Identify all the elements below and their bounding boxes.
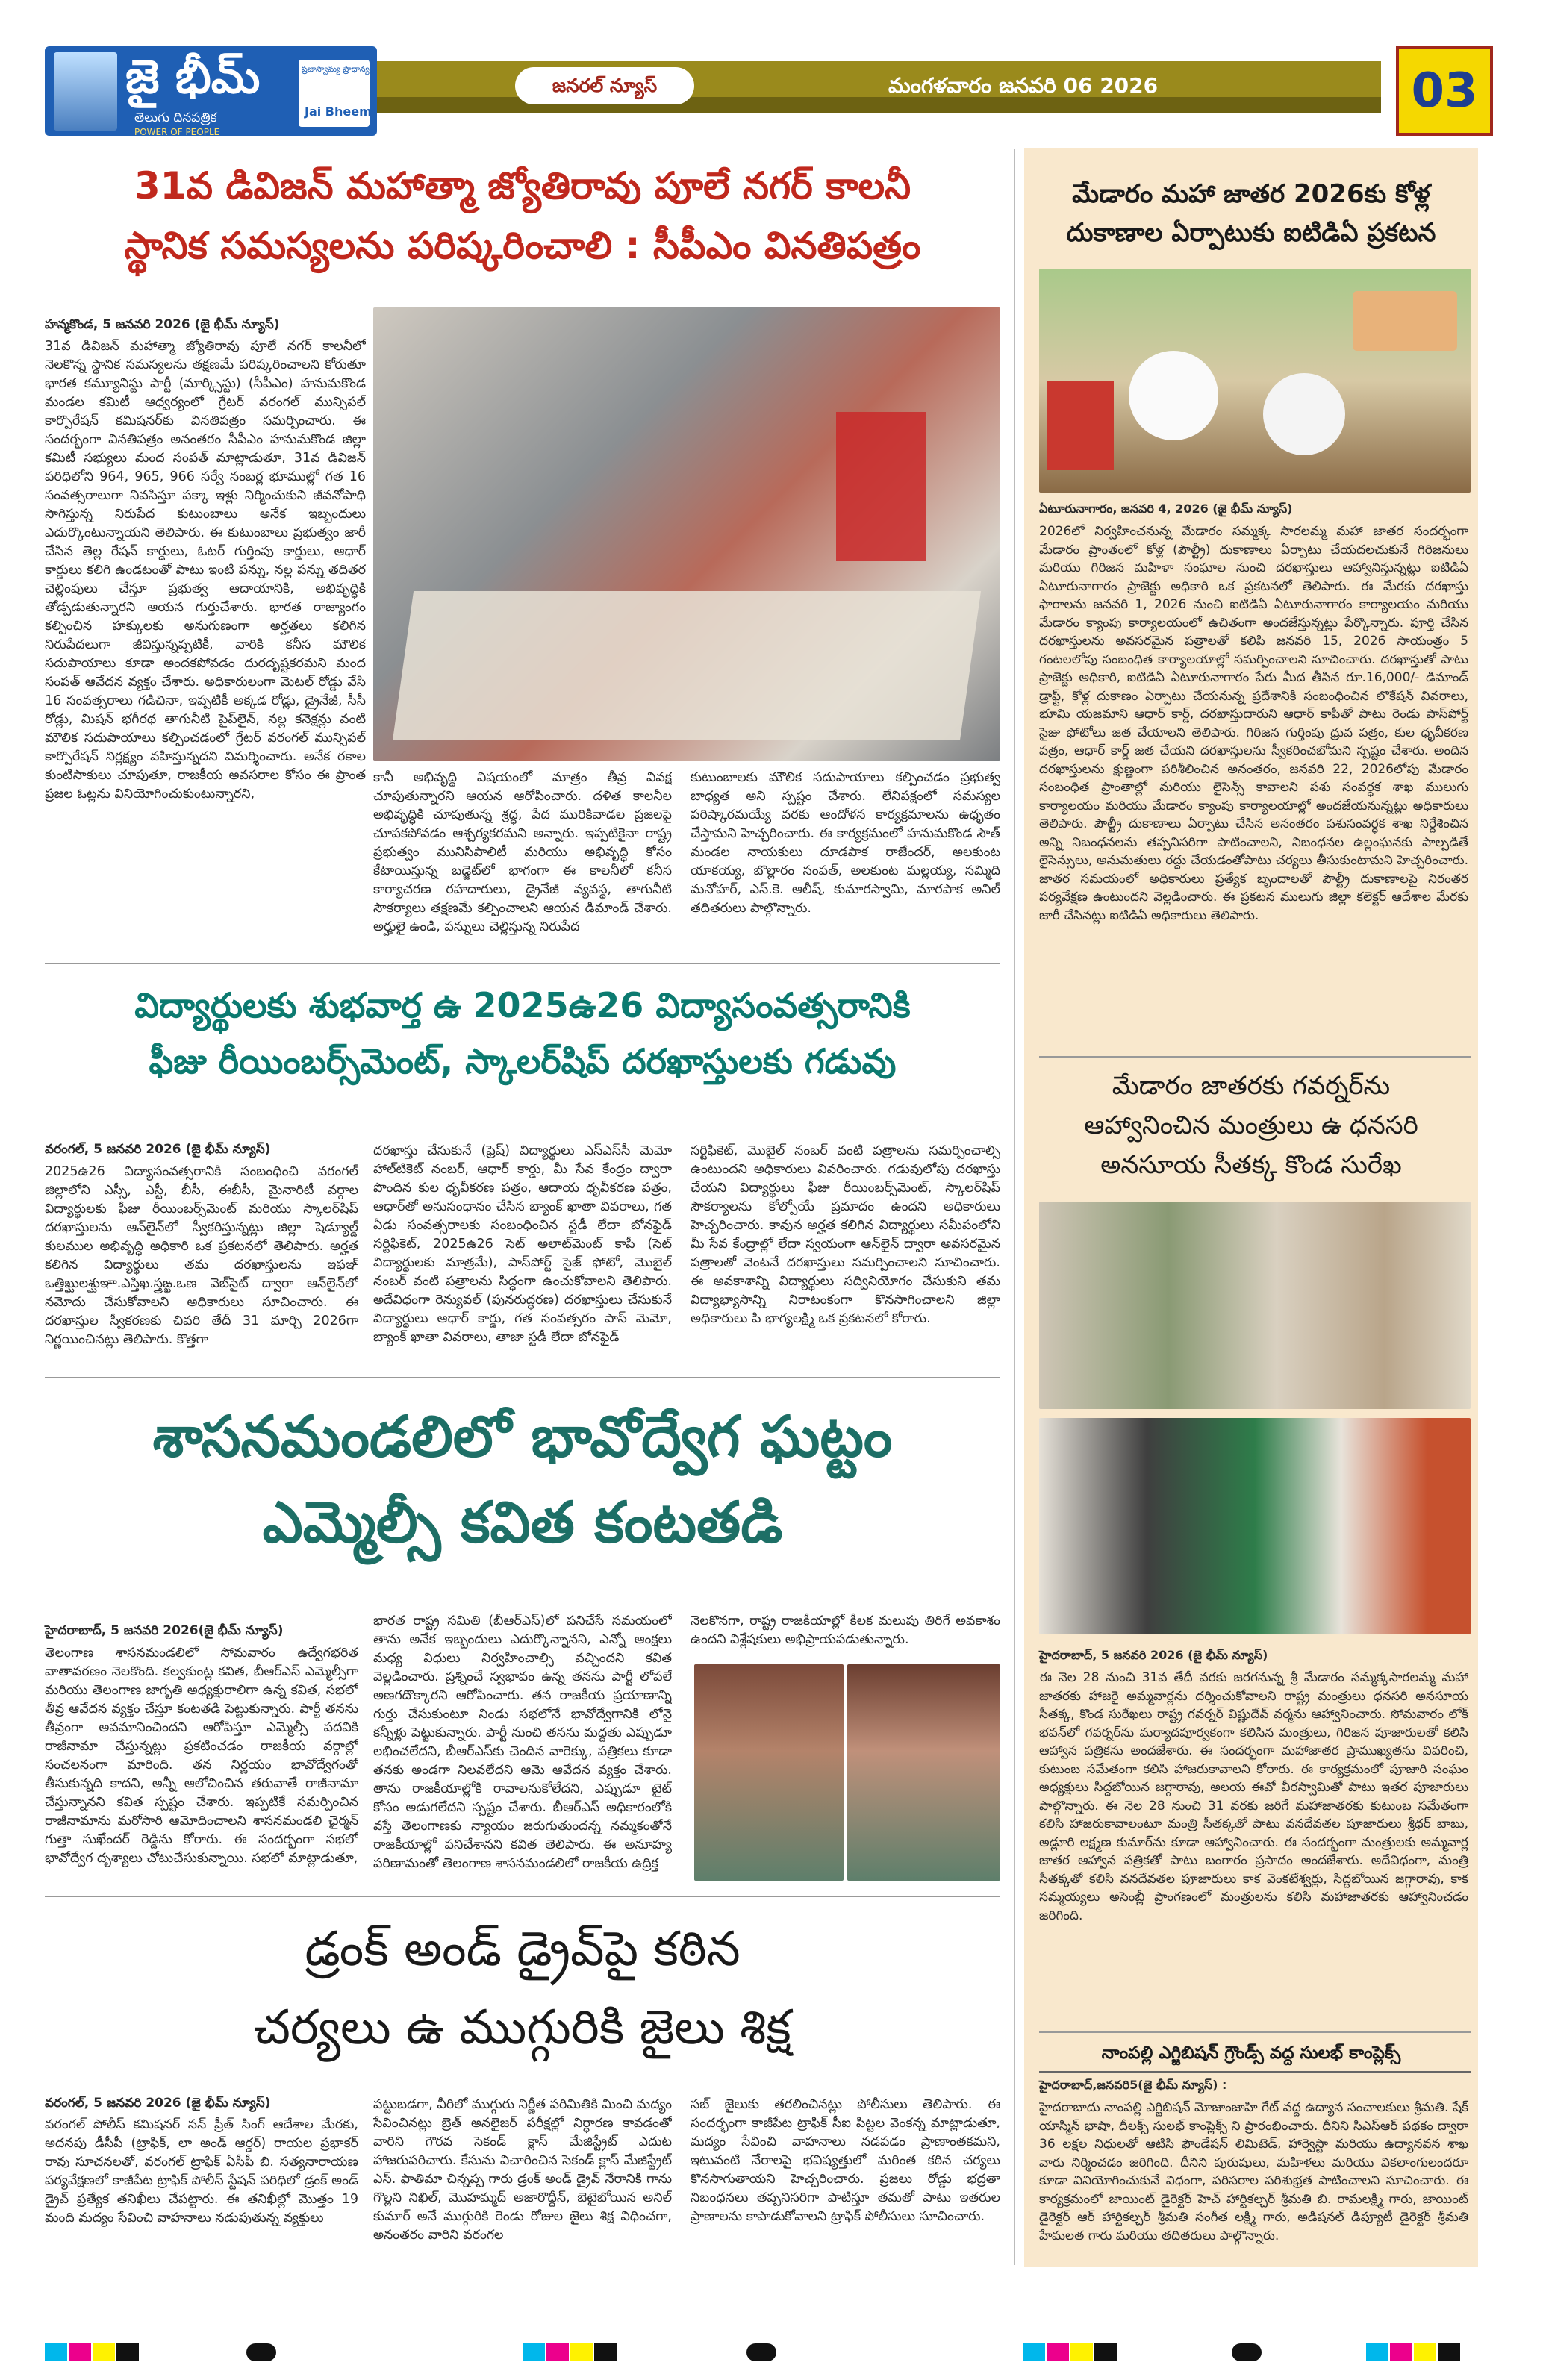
- article3-col3: నెలకొనగా, రాష్ట్ర రాజకీయాల్లో కీలక మలుపు తిరిగే అవకాశం ఉందని విశ్లేషకులు అభిప్రాయపడుతున్నారు.: [691, 1614, 1000, 1647]
- reg-mark-yellow-4: [1414, 2343, 1436, 2361]
- article4-col2: పట్టుబడగా, వీరిలో ముగ్గురు నిర్ణీత పరిమితికి మించి మద్యం సేవించినట్లు బ్రెత్ అనలైజర్ పరీక్షల్లో నిర్ధారణ కావడంతో వారిని గౌరవ సెకండ్ క్లాస్ మేజిస్ట్రేట్ ఎదుట హాజరుపరిచారు. కేసును విచారించిన సెకండ్ క్లాస్ మేజిస్ట్రేట్ ఎస్. ఫాతిమా చిన్నప్ప గారు డ్రంక్ అండ్ డ్రైవ్ నేరానికి గాను గొల్లని నిఖిల్, మొహమ్మద్ అజారొద్దీన్, బెటైబోయిన అనిల్ కుమార్ అనే ముగ్గురికి రెండు రోజుల జైలు శిక్ష విధించగా, అనంతరం వారిని వరంగల: [373, 2097, 672, 2243]
- article1-dateline: హన్మకొండ, 5 జనవరి 2026 (జై భీమ్ న్యూస్): [45, 317, 280, 332]
- article1-headline-line2: స్థానిక సమస్యలను పరిష్కరించాలి : సీపీఎం వినతిపత్రం: [124, 224, 921, 267]
- sidebar3-body: హైదరాబాదు నాంపల్లి ఎగ్జిబిషన్ మోజాంజాహి గేట్ వద్ద ఉద్యాన సంచాలకులు శ్రీమతి. షేక్ యాస్మిన్ భాషా, దీలక్స్ సులభ్ కాంప్లెక్స్ ని ప్రారంభించారు. దీనిని సిఎస్ఆర్ పథకం ద్వారా 36 లక్షల నిధులతో ఆటిసి ఫౌండేషన్ లిమిటెడ్, హార్వెస్టా మరియు ఉద్యానవన శాఖ వారు నిర్మించడం జరిగింది. దీనిని పురుషులు, మహిళలు మరియు వికలాంగులందరూ కూడా వినియోగించుకునే విధంగా, పరిసరాల పరిశుభ్రత పాటించాలని సూచించారు. ఈ కార్యక్రమంలో జాయింట్ డైరెక్టర్ హెచ్ హార్టికల్చర్ శ్రీమతి బి. రామలక్ష్మి గారు, జాయింట్ డైరెక్టర్ ఆర్ హార్టికల్చర్ శ్రీమతి సంగీత లక్ష్మి గారు, అడిషనల్ డిప్యూటీ డైరెక్టర్ శ్రీమతి హేమలత గారు మరియు తదితరులు పాల్గొన్నారు.: [1039, 2100, 1468, 2243]
- article2-headline-line1: విద్యార్థులకు శుభవార్త ఉ 2025ఉ26 విద్యాసంవత్సరానికి: [134, 985, 911, 1025]
- article1-headline-line1: 31వ డివిజన్ మహాత్మా జ్యోతిరావు పూలే నగర్ కాలనీ: [134, 164, 911, 207]
- sidebar2-headline-line3: అనసూయ సీతక్క కొండ సురేఖ: [1100, 1150, 1402, 1180]
- reg-pill-2: [746, 2343, 776, 2361]
- minister-invitation-photo: [1039, 1418, 1471, 1634]
- article4-dateline: వరంగల్, 5 జనవరి 2026 (జై భీమ్ న్యూస్): [45, 2096, 271, 2111]
- sidebar3-divider: [1039, 2071, 1471, 2073]
- sidebar2-dateline: హైదరాబాద్, 5 జనవరి 2026 (జై భీమ్ న్యూస్): [1039, 1648, 1268, 1662]
- page-number-text: 03: [1411, 63, 1478, 119]
- reg-mark-yellow: [93, 2343, 115, 2361]
- kavitha-tearful-photo-left: [694, 1664, 844, 1881]
- sidebar1-headline-line1: మేడారం మహా జాతర 2026కు కోళ్ల: [1072, 179, 1430, 209]
- reg-mark-magenta-3: [1047, 2343, 1069, 2361]
- governor-invitation-photo: [1039, 1202, 1471, 1409]
- article2-col1: 2025ఉ26 విద్యాసంవత్సరానికి సంబంధించి వరంగల్ జిల్లాలోని ఎస్సీ, ఎస్టీ, బీసీ, ఈబీసీ, మైనారిటీ వర్గాల విద్యార్థులకు ఫీజు రీయింబర్స్‌మెంట్ మరియు స్కాలర్‌షిప్ దరఖాస్తులను ఆన్‌లైన్‌లో స్వీకరిస్తున్నట్లు జిల్లా షెడ్యూల్డ్ కులముల అభివృద్ధి అధికారి ఒక ప్రకటనలో తెలిపారు. అర్హత కలిగిన విద్యార్థులు తమ దరఖాస్తులను ఇఫఞ్ ఒత్తిఖ్ఘులశ్ఘుఞా.ఎస్తిఖ.స్త్రఙ్ఖ.ఒణ వెబ్‌సైట్ ద్వారా ఆన్‌లైన్‌లో నమోదు చేసుకోవాలని అధికారులు సూచించారు. ఈ దరఖాస్తుల స్వీకరణకు చివరి తేదీ 31 మార్చి 2026గా నిర్ణయించినట్లు తెలిపారు. కొత్తగా: [45, 1164, 358, 1347]
- reg-pill-3: [1232, 2343, 1262, 2361]
- brand-emblem-name: Jai Bheem: [305, 104, 372, 119]
- photo-hen-shape-2: [1263, 373, 1345, 455]
- article4-col1: వరంగల్ పోలీస్ కమిషనర్ సన్ ప్రీత్ సింగ్ ఆదేశాల మేరకు, అదనపు డీసీపీ (ట్రాఫిక్, లా అండ్ ఆర్డర్) రాయల ప్రభాకర్ రావు సూచనలతో, వరంగల్ ట్రాఫిక్ ఏసీపీ బి. సత్యనారాయణ పర్యవేక్షణలో కాజీపేట ట్రాఫిక్ పోలీస్ స్టేషన్ పరిధిలో డ్రంక్ అండ్ డ్రైవ్ ప్రత్యేక తనిఖీలు చేపట్టారు. ఈ తనిఖీల్లో మొత్తం 19 మంది మద్యం సేవించి వాహనాలు నడుపుతున్న వ్యక్తులు: [45, 2117, 358, 2226]
- article3-divider: [45, 1896, 1000, 1897]
- article2-col2: దరఖాస్తు చేసుకునే (ఫ్రెష్) విద్యార్థులు ఎస్ఎస్‌సీ మెమో హాల్‌టికెట్ నంబర్, ఆధార్ కార్డు, మీ సేవ కేంద్రం ద్వారా పొందిన కుల ధృవీకరణ పత్రం, ఆదాయ ధృవీకరణ పత్రం, ఆధార్‌తో అనుసంధానం చేసిన బ్యాంక్ ఖాతా వివరాలు, గత ఏడు సంవత్సరాలకు సంబంధించిన స్టడీ లేదా బోనఫైడ్ సర్టిఫికెట్, 2025ఉ26 సెట్ అలాట్‌మెంట్ కాపీ (సెట్ విద్యార్థులకు మాత్రమే), పాస్‌పోర్ట్ సైజ్ ఫోటో, మొబైల్ నంబర్ వంటి పత్రాలను సిద్ధంగా ఉంచుకోవాలని తెలిపారు. అదేవిధంగా రెన్యువల్ (పునరుద్ధరణ) దరఖాస్తులు చేసుకునే విద్యార్థులు ఆధార్ కార్డు, గత సంవత్సరం పాస్ మెమో, బ్యాంక్ ఖాతా వివరాలు, తాజా స్టడీ లేదా బోనఫైడ్: [373, 1143, 672, 1345]
- article3-col1: తెలంగాణ శాసనమండలిలో సోమవారం ఉద్వేగభరిత వాతావరణం నెలకొంది. కల్వకుంట్ల కవిత, బీఆర్ఎస్ ఎమ్మెల్సీగా మరియు తెలంగాణ జాగృతి అధ్యక్షురాలిగా ఉన్న కవిత, సభలో తీవ్ర ఆవేదన వ్యక్తం చేస్తూ కంటతడి పెట్టుకున్నారు. పార్టీ తనను తీవ్రంగా అవమానించిందని ఆరోపిస్తూ ఎమ్మెల్సీ పదవికి రాజీనామా చేస్తున్నట్లు ప్రకటించడం రాజకీయ వర్గాల్లో సంచలనంగా మారింది. తన నిర్ణయం భావోద్వేగంతో తీసుకున్నది కాదని, అన్నీ ఆలోచించిన తరువాతే రాజీనామా చేస్తున్నానని కవిత స్పష్టం చేశారు. ఇప్పటికే సమర్పించిన రాజీనామాను మరోసారి ఆమోదించాలని శాసనమండలి ఛైర్మన్ గుత్తా సుఖేందర్ రెడ్డిను కోరారు. ఈ సందర్భంగా సభలో భావోద్వేగ దృశ్యాలు చోటుచేసుకున్నాయి. సభలో మాట్లాడుతూ,: [45, 1646, 358, 1866]
- reg-pill-1: [246, 2343, 276, 2361]
- reg-mark-cyan: [45, 2343, 67, 2361]
- issue-date: మంగళవారం జనవరి 06 2026: [888, 73, 1159, 98]
- sidebar1-body: 2026లో నిర్వహించనున్న మేడారం సమ్మక్క సారలమ్మ మహా జాతర సందర్భంగా మేడారం ప్రాంతంలో కోళ్ల (పౌల్ట్రీ) దుకాణాలు ఏర్పాటు చేయదలచుకునే గిరిజనులు మరియు గిరిజన మహిళా సంఘాల నుంచి దరఖాస్తులు ఆహ్వానిస్తున్నట్లు ఐటిడిఏ ఏటూరునాగారం ప్రాజెక్టు అధికారి ఒక ప్రకటనలో తెలిపారు. ఈ మేరకు దరఖాస్తు ఫారాలను జనవరి 1, 2026 నుంచి ఐటిడిఏ ఏటూరునాగారం కార్యాలయం మరియు మేడారం క్యాంపు కార్యాలయంలో ఉచితంగా అందజేస్తున్నట్లు పేర్కొన్నారు. పూర్తి చేసిన దరఖాస్తులను అవసరమైన పత్రాలతో కలిపి జనవరి 15, 2026 సాయంత్రం 5 గంటలలోపు సంబంధిత కార్యాలయాల్లో సమర్పించాలని సూచించారు. దరఖాస్తుతో పాటు ప్రాజెక్టు అధికారి, ఐటిడిఏ ఏటూరునాగారం పేరు మీద తీసిన రూ.16,000/- డిమాండ్ డ్రాఫ్ట్, కోళ్ల దుకాణం ఏర్పాటు చేయనున్న ప్రదేశానికి సంబంధించిన లొకేషన్ వివరాలు, భూమి యజమాని ఆధార్ కార్డ్, దరఖాస్తుదారుని ఆధార్ కాపీతో పాటు రెండు పాస్‌పోర్ట్ సైజు ఫోటోలు జత చేయాలని తెలిపారు. గిరిజన గుర్తింపు ధ్రువ పత్రం, కుల ధృవీకరణ పత్రం, ఆధార్ కార్డ్ జత చేయని దరఖాస్తులను స్వీకరించబోమని స్పష్టం చేశారు. అందిన దరఖాస్తులను క్షుణ్ణంగా పరిశీలించిన అనంతరం, జనవరి 22, 2026లోపు మేడారం సంబంధిత ప్రాంతాల్లో మరియు లైసెన్స్ కావాలని పశు సంవర్ధక శాఖ ములుగు కార్యాలయం మరియు మేడారం క్యాంపు కార్యాలయాల్లో అందజేయనున్నట్లు అధికారులు తెలిపారు. పౌల్ట్రీ దుకాణాలు ఏర్పాటు చేసిన అనంతరం పశుసంవర్ధక శాఖ నిర్దేశించిన అన్ని నిబంధనలను తప్పనిసరిగా పాటించాలని, నిబంధనల ఉల్లంఘనకు పాల్పడితే లైసెన్సులు, అనుమతులు రద్దు చేయడంతోపాటు చర్యలు తీసుకుంటామని హెచ్చరించారు. జాతర సమయంలో అధికారులు ప్రత్యేక బృందాలతో పౌల్ట్రీ దుకాణాలపై నిరంతర పర్యవేక్షణ ఉంటుందని వెల్లడించారు. ఈ ప్రకటన ములుగు జిల్లా కలెక్టర్ ఆదేశాల మేరకు జారీ చేసినట్లు ఐటిడిఏ అధికారులు తెలిపారు.: [1039, 524, 1468, 923]
- reg-mark-magenta-2: [546, 2343, 569, 2361]
- reg-mark-yellow-2: [570, 2343, 593, 2361]
- article2-divider: [45, 1377, 1000, 1378]
- sidebar1-headline-line2: దుకాణాల ఏర్పాటుకు ఐటిడిఏ ప్రకటన: [1066, 218, 1436, 248]
- reg-mark-magenta: [69, 2343, 91, 2361]
- article4-headline-line1: డ్రంక్ అండ్ డ్రైవ్‌పై కఠిన: [305, 1922, 741, 1977]
- sidebar3-dateline: హైదరాబాద్,జనవరి5(జై భీమ్ న్యూస్) :: [1039, 2078, 1227, 2092]
- reg-mark-cyan-2: [523, 2343, 545, 2361]
- sidebar1-dateline: ఏటూరునాగారం, జనవరి 4, 2026 (జై భీమ్ న్యూస్): [1039, 502, 1293, 516]
- reg-mark-yellow-3: [1070, 2343, 1093, 2361]
- article1-divider: [45, 963, 1000, 964]
- article1-col1: 31వ డివిజన్ మహాత్మా జ్యోతిరావు పూలే నగర్ కాలనీలో నెలకొన్న స్థానిక సమస్యలను తక్షణమే పరిష్కరించాలని కోరుతూ భారత కమ్యూనిస్టు పార్టీ (మార్క్సిస్టు) (సీపీఎం) హనుమకొండ మండల కమిటీ ఆధ్వర్యంలో గ్రేటర్ వరంగల్ మున్సిపల్ కార్పొరేషన్ కమిషనర్‌కు వినతిపత్రం సమర్పించారు. ఈ సందర్భంగా వినతిపత్రం అనంతరం సీపీఎం హనుమకొండ జిల్లా కమిటీ సభ్యులు మంద సంపత్ మాట్లాడుతూ, 31వ డివిజన్ పరిధిలోని 964, 965, 966 సర్వే నంబర్ల భూముల్లో గత 16 సంవత్సరాలుగా నివసిస్తూ పక్కా ఇళ్లు నిర్మించుకుని జీవనోపాధి సాగిస్తున్న నిరుపేద కుటుంబాలు అనేక ఇబ్బందులు ఎదుర్కొంటున్నాయని తెలిపారు. ఈ కుటుంబాలు ప్రభుత్వం జారీ చేసిన తెల్ల రేషన్ కార్డులు, ఓటర్ గుర్తింపు కార్డులు, ఆధార్ కార్డులు కలిగి ఉండటంతో పాటు ఇంటి పన్ను, నల్ల పన్ను తదితర చెల్లింపులు చేస్తూ ప్రభుత్వ ఆదాయానికి, అభివృద్ధికి తోడ్పడుతున్నారని ఆయన గుర్తుచేశారు. భారత రాజ్యాంగం కల్పించిన హక్కులకు అనుగుణంగా అర్హతలు కలిగిన నిరుపేదలుగా జీవిస్తున్నప్పటికీ, వారికి కనీస మౌలిక సదుపాయాలు కూడా అందకపోవడం దురదృష్టకరమని మంద సంపత్ ఆవేదన వ్యక్తం చేశారు. అధికారులంగా మెటల్ రోడ్డు వేసి 16 సంవత్సరాలు గడిచినా, ఇప్పటికీ అక్కడ రోడ్లు, డ్రైనేజీ, సీసీ రోడ్లు, మిషన్ భగీరథ తాగునీటి పైప్‌లైన్, నల్ల కనెక్షన్లు వంటి మౌలిక సదుపాయాలు కల్పించడంలో గ్రేటర్ వరంగల్ మున్సిపల్ కార్పొరేషన్ నిర్లక్ష్యం వహిస్తున్నదని విమర్శించారు. అనేక రకాల కుంటిసాకులు చూపుతూ, రాజకీయ అవసరాల కోసం ఈ ప్రాంత ప్రజల ఓట్లను వినియోగించుకుంటున్నారని,: [45, 339, 366, 802]
- reg-mark-cyan-4: [1366, 2343, 1388, 2361]
- article3-headline-line1: శాసనమండలిలో భావోద్వేగ ఘట్టం: [152, 1403, 893, 1469]
- logo-tagline: తెలుగు దినపత్రిక: [134, 110, 217, 125]
- reg-mark-magenta-4: [1390, 2343, 1412, 2361]
- logo-tagline-en: POWER OF PEOPLE: [134, 127, 220, 137]
- sidebar2-divider: [1039, 2031, 1471, 2033]
- sidebar2-headline-line1: మేడారం జాతరకు గవర్నర్‌ను: [1112, 1071, 1391, 1101]
- photo-eggs-tray: [1353, 291, 1457, 351]
- sidebar2-body: ఈ నెల 28 నుంచి 31వ తేదీ వరకు జరగనున్న శ్రీ మేడారం సమ్మక్క‌సారలమ్మ మహా జాతరకు హాజరై అమ్మవార్లను దర్శించుకోవాలని రాష్ట్ర మంత్రులు ధనసరి అనసూయ సీతక్క, కొండ సురేఖలు రాష్ట్ర గవర్నర్ విష్ణుదేవ్ వర్మను ఆహ్వానించారు. సోమవారం లోక్ భవన్‌లో గవర్నర్‌ను మర్యాదపూర్వకంగా కలిసిన మంత్రులు, గిరిజన పూజారులతో కలిసి ఆహ్వాన పత్రికను అందజేశారు. ఈ సందర్భంగా మహాజాతర ప్రాముఖ్యతను వివరించి, కుటుంబ సమేతంగా కలిసి హాజరుకావాలని కోరారు. ఈ కార్యక్రమంలో పూజారి సంఘం అధ్యక్షులు సిద్దబోయిన జగ్గారావు, అలయ ఈవో వీరస్వామితో పాటు ఇతర పూజారులు పాల్గొన్నారు. ఈ నెల 28 నుంచి 31 వరకు జరిగే మహాజాతరకు కుటుంబ సమేతంగా కలిసి హాజరుకావాలంటూ మంత్రి సీతక్కతో పాటు వనదేవతల పూజారులు శ్రీధర్ బాబు, అడ్లూరి లక్ష్మణ కుమార్‌ను కూడా ఆహ్వానించారు. ఈ సందర్భంగా మంత్రులకు అమ్మవార్ల జాతర ఆహ్వాన పత్రికతో పాటు బంగారం ప్రసాదం అందజేశారు. అదేవిధంగా, మంత్రి సీతక్కతో కలిసి వనదేవతల పూజారులు కాక వెంకటేశ్వర్లు, సిద్దబోయిన జగ్గారావు, కాక సమ్మయ్యలు అసెంబ్లీ ప్రాంగణంలో మంత్రులను కలిసి మహాజాతరకు ఆహ్వానించడం జరిగింది.: [1039, 1670, 1468, 1923]
- kavitha-tearful-photo-right: [847, 1664, 1000, 1881]
- sidebar2-headline-line2: ఆహ్వానించిన మంత్రులు ఉ ధనసరి: [1084, 1111, 1418, 1140]
- article1-col2: కానీ అభివృద్ధి విషయంలో మాత్రం తీవ్ర వివక్ష చూపుతున్నారని ఆయన ఆరోపించారు. దళిత కాలనీల అభివృద్ధికి చూపుతున్న శ్రద్ధ, పేద మురికివాడల ప్రజలపై చూపకపోవడం ఆశ్చర్యకరమని అన్నారు. ఇప్పటికైనా రాష్ట్ర ప్రభుత్వం మునిసిపాలిటీ మరియు అభివృద్ధి కోసం కేటాయిస్తున్న బడ్జెట్‌లో భాగంగా ఈ కాలనీలో కనీస కార్యాచరణ రహదారులు, డ్రైనేజీ వ్యవస్థ, తాగునీటి సౌకర్యాలు తక్షణమే కల్పించాలని ఆయన డిమాండ్ చేశారు. అర్హులై ఉండి, పన్నులు చెల్లిస్తున్న నిరుపేద: [373, 770, 672, 934]
- article4-headline-line2: చర్యలు ఉ ముగ్గురికి జైలు శిక్ష: [254, 2000, 791, 2055]
- reg-mark-cyan-3: [1023, 2343, 1045, 2361]
- cpm-meeting-photo: [373, 307, 1000, 761]
- article3-col2: భారత రాష్ట్ర సమితి (బీఆర్ఎస్)లో పనిచేసే సమయంలో తాను అనేక ఇబ్బందులు ఎదుర్కొన్నానని, ఎన్నో ఆంక్షలు మధ్య విధులు నిర్వహించాల్సి వచ్చిందని కవిత వెల్లడించారు. ప్రశ్నించే స్వభావం ఉన్న తనను పార్టీ లోపలే అణగదొక్కారని ఆరోపించారు. తన రాజకీయ ప్రయాణాన్ని గుర్తు చేసుకుంటూ నిండు సభలోనే భావోద్వేగానికి లోనై కన్నీళ్లు పెట్టుకున్నారు. పార్టీ నుంచి తనను మద్దతు ఎప్పుడూ లభించలేదని, బీఆర్ఎస్‌కు చెందిన వారెక్కు, పత్రికలు కూడా తనకు అండగా నిలవలేదని ఆమె ఆవేదన వ్యక్తం చేశారు. తాను రాజకీయాల్లోకి రావాలనుకోలేదని, ఎప్పుడూ టైట్ కోసం అడుగలేదని స్పష్టం చేశారు. బీఆర్ఎస్ అధికారంలోకి వస్తే తెలంగాణకు న్యాయం జరుగుతుందన్న నమ్మకంతోనే రాజకీయాల్లో పనిచేశానని కవిత తెలిపారు. ఈ అనూహ్య పరిణామంతో తెలంగాణ శాసనమండలిలో రాజకీయ ఉద్రిక్త: [373, 1614, 672, 1871]
- section-label[interactable]: [515, 67, 694, 104]
- sidebar3-headline: నాంపల్లి ఎగ్జిబిషన్ గ్రౌండ్స్ వద్ద సులభ్ కాంప్లెక్స్: [1101, 2043, 1401, 2063]
- sidebar1-divider: [1039, 1056, 1471, 1058]
- brand-emblem-caption: ప్రజాస్వామ్య ప్రాధాన్యం: [302, 64, 373, 74]
- column-divider: [1014, 149, 1015, 2265]
- article1-col3: కుటుంబాలకు మౌలిక సదుపాయాలు కల్పించడం ప్రభుత్వ బాధ్యత అని స్పష్టం చేశారు. లేనిపక్షంలో సమస్యల పరిష్కారమయ్యే వరకు ఆందోళన కార్యక్రమాలను ఉధృతం చేస్తామని హెచ్చరించారు. ఈ కార్యక్రమంలో హనుమకొండ సౌత్ మండల నాయకులు దూడపాక రాజేందర్, అలకుంట యాకయ్య, బొల్లారం సంపత్, అలకుంట మల్లయ్య, సమ్మిది మనోహర్, ఎస్.కె. ఆలీష్, కుమారస్వామి, మారపాక అనిల్ తదితరులు పాల్గొన్నారు.: [691, 770, 1000, 916]
- article2-col3: సర్టిఫికెట్, మొబైల్ నంబర్ వంటి పత్రాలను సమర్పించాల్సి ఉంటుందని అధికారులు వివరించారు. గడువులోపు దరఖాస్తు చేయని విద్యార్థులు ఫీజు రీయింబర్స్‌మెంట్, స్కాలర్‌షిప్ సౌకర్యాలను కోల్పోయే ప్రమాదం ఉందని అధికారులు హెచ్చరించారు. కావున అర్హత కలిగిన విద్యార్థులు సమీపంలోని మీ సేవ కేంద్రాల్లో లేదా స్వయంగా ఆన్‌లైన్ ద్వారా అవసరమైన పత్రాలతో వెంటనే దరఖాస్తులు సమర్పించాలని సూచించారు. ఈ అవకాశాన్ని విద్యార్థులు సద్వినియోగం చేసుకుని తమ విద్యాభ్యాసాన్ని నిరాటంకంగా కొనసాగించాలని జిల్లా అధికారులు పి భాగ్యలక్ష్మి ఒక ప్రకటనలో కోరారు.: [691, 1143, 1000, 1326]
- logo-title: జై భీమ్: [125, 49, 261, 104]
- reg-mark-black: [116, 2343, 139, 2361]
- section-label-text: జనరల్ న్యూస్: [552, 75, 658, 96]
- article3-dateline: హైదరాబాద్, 5 జనవరి 2026(జై భీమ్ న్యూస్): [45, 1623, 284, 1638]
- article3-headline-line2: ఎమ్మెల్సీ కవిత కంటతడి: [262, 1489, 783, 1555]
- page-number: [1396, 46, 1493, 136]
- reg-mark-black-2: [594, 2343, 617, 2361]
- ambedkar-portrait-icon: [54, 52, 117, 131]
- photo-table-shape: [393, 591, 981, 740]
- photo-crate-shape: [1047, 381, 1114, 470]
- footer-marks: [0, 2343, 1543, 2373]
- poultry-hens-photo: [1039, 269, 1471, 493]
- reg-mark-black-4: [1438, 2343, 1460, 2361]
- article2-dateline: వరంగల్, 5 జనవరి 2026 (జై భీమ్ న్యూస్): [45, 1142, 271, 1157]
- article2-headline-line2: ఫీజు రీయింబర్స్‌మెంట్, స్కాలర్‌షిప్ దరఖాస్తులకు గడువు: [149, 1041, 897, 1081]
- reg-mark-black-3: [1094, 2343, 1117, 2361]
- photo-flag-shape: [836, 412, 926, 561]
- photo-hen-shape: [1129, 351, 1218, 440]
- article4-col3: సబ్ జైలుకు తరలించినట్లు పోలీసులు తెలిపారు. ఈ సందర్భంగా కాజీపేట ట్రాఫిక్ సీఐ పిట్టల వెంకన్న మాట్లాడుతూ, మద్యం సేవించి వాహనాలు నడపడం ప్రాణాంతకమని, ఇటువంటి నేరాలపై భవిష్యత్తులో మరింత కఠిన చర్యలు కొనసాగుతాయని హెచ్చరించారు. ప్రజలు రోడ్డు భద్రతా నిబంధనలు తప్పనిసరిగా పాటిస్తూ తమతో పాటు ఇతరుల ప్రాణాలను కాపాడుకోవాలని ట్రాఫిక్ పోలీసులు సూచించారు.: [691, 2097, 1000, 2224]
